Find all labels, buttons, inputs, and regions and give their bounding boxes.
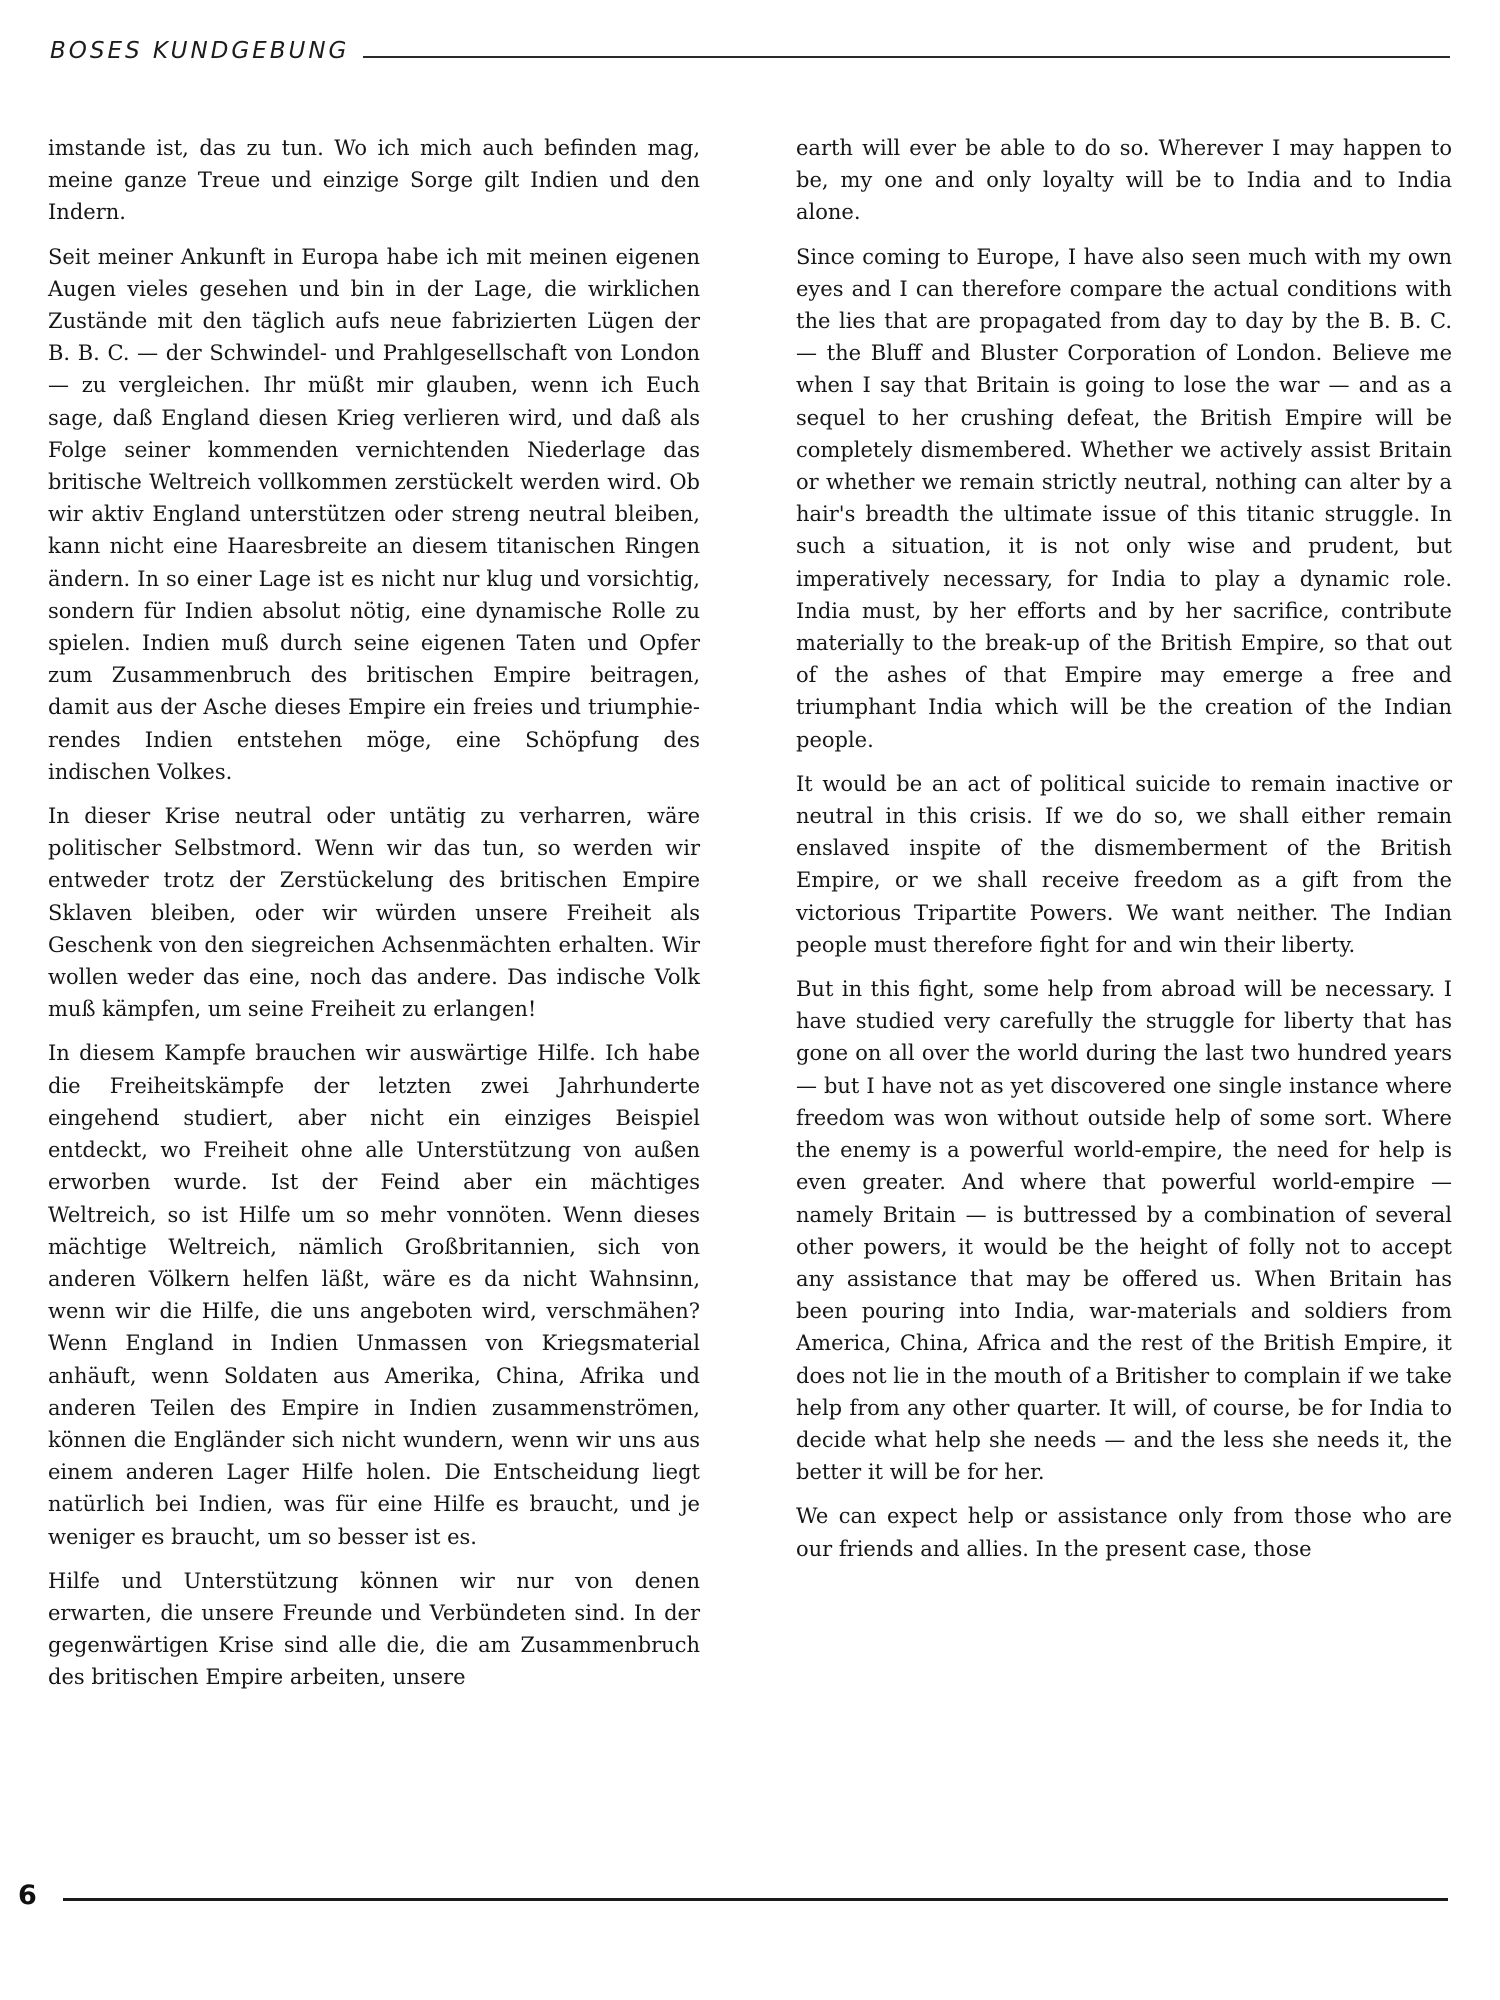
paragraph: Since coming to Europe, I have also seen much with my own eyes and I can therefore compare the actual conditions with the lies that are propagated from day to day by the B. B. C. — the Bluff and Bluster Corporation of London. Believe me when I say that Britain is going to lose the war — and as a sequel to her crushing defeat, the British Empire will be completely dismembered. Whether we actively assist Britain or whether we remain strictly neutral, nothing can alter by a hair's breadth the ultimate issue of this titanic struggle. In such a situation, it is not only wise and prudent, but imperatively necessary, for India to play a dynamic role. India must, by her efforts and by her sacrifice, contribute materially to the break-up of the British Empire, so that out of the ashes of that Empire may emerge a free and triumphant India which will be the creation of the Indian people. — [796, 244, 1452, 752]
footer-rule — [63, 1898, 1448, 1901]
paragraph: We can expect help or assistance only from those who are our friends and allies. In the present case, those — [796, 1504, 1452, 1561]
paragraph: Seit meiner Ankunft in Europa habe ich mit meinen eigenen Augen vieles gesehen und bin in der Lage, die wirklichen Zustände mit den täglich aufs neue fabrizierten Lügen der B. B. C. — der Schwindel- und Prahlgesellschaft von London — zu vergleichen. Ihr müßt mir glauben, wenn ich Euch sage, daß England diesen Krieg verlieren wird, und daß als Folge seiner kommenden vernichtenden Niederlage das britische Weltreich vollkommen zerstückelt werden wird. Ob wir aktiv England unterstützen oder streng neutral bleiben, kann nicht eine Haaresbreite an diesem titanischen Ringen ändern. In so einer Lage ist es nicht nur klug und vorsichtig, sondern für Indien absolut nötig, eine dynamische Rolle zu spielen. Indien muß durch seine eigenen Taten und Opfer zum Zusammenbruch des britischen Empire beitragen, damit aus der Asche dieses Empire ein freies und triumphierendes Indien entstehen möge, eine Schöpfung des indischen Volkes. — [48, 244, 700, 784]
page-number: 6 — [18, 1880, 37, 1911]
paragraph: It would be an act of political suicide to remain inactive or neutral in this crisis. If we do so, we shall either remain enslaved inspite of the dismemberment of the British Empire, or we shall receive freedom as a gift from the victorious Tripartite Powers. We want neither. The Indian people must therefore fight for and win their liberty. — [796, 771, 1452, 957]
running-header — [50, 34, 1450, 74]
header-rule — [363, 56, 1450, 58]
paragraph: But in this fight, some help from abroad will be necessary. I have studied very carefully the struggle for liberty that has gone on all over the world during the last two hundred years — but I have not as yet discovered one single instance where freedom was won without outside help of some sort. Where the enemy is a powerful world-empire, the need for help is even greater. And where that powerful world-empire — namely Britain — is buttressed by a combination of several other powers, it would be the height of folly not to accept any assistance that may be offered us. When Britain has been pouring into India, war-materials and soldiers from America, China, Africa and the rest of the British Empire, it does not lie in the mouth of a Britisher to complain if we take help from any other quarter. It will, of course, be for India to decide what help she needs — and the less she needs it, the better it will be for her. — [796, 977, 1452, 1485]
english-text-column — [796, 132, 1452, 1577]
paragraph: In dieser Krise neutral oder untätig zu verharren, wäre politischer Selbstmord. Wenn wir das tun, so werden wir entweder trotz der Zerstückelung des britischen Empire Sklaven bleiben, oder wir würden unsere Freiheit als Geschenk von den siegreichen Achsenmächten erhalten. Wir wollen weder das eine, noch das andere. Das indische Volk muß kämpfen, um seine Freiheit zu erlangen! — [48, 804, 700, 1022]
paragraph: Hilfe und Unterstützung können wir nur von denen erwarten, die unsere Freunde und Verbündeten sind. In der gegenwärtigen Krise sind alle die, die am Zusammenbruch des britischen Empire arbeiten, unsere — [48, 1568, 700, 1690]
paragraph: earth will ever be able to do so. Wherever I may happen to be, my one and only loyalty will be to India and to India alone. — [796, 136, 1452, 225]
german-text-column — [48, 132, 700, 1706]
paragraph: In diesem Kampfe brauchen wir auswärtige Hilfe. Ich habe die Freiheitskämpfe der letzten zwei Jahrhunderte eingehend studiert, aber nicht ein einziges Beispiel entdeckt, wo Freiheit ohne alle Unterstützung von außen erworben wurde. Ist der Feind aber ein mächtiges Weltreich, so ist Hilfe um so mehr vonnöten. Wenn dieses mächtige Weltreich, nämlich Großbritannien, sich von anderen Völkern helfen läßt, wäre es da nicht Wahnsinn, wenn wir die Hilfe, die uns angeboten wird, verschmähen? Wenn England in Indien Unmassen von Kriegsmaterial anhäuft, wenn Soldaten aus Amerika, China, Afrika und anderen Teilen des Empire in Indien zusammenströmen, können die Engländer sich nicht wundern, wenn wir uns aus einem anderen Lager Hilfe holen. Die Entscheidung liegt natürlich bei Indien, was für eine Hilfe es braucht, und je weniger es braucht, um so besser ist es. — [48, 1041, 700, 1549]
page-footer — [18, 1880, 1448, 1920]
paragraph: imstande ist, das zu tun. Wo ich mich auch befinden mag, meine ganze Treue und einzige Sorge gilt Indien und den Indern. — [48, 136, 700, 225]
running-header-title: BOSES KUNDGEBUNG — [50, 38, 350, 64]
